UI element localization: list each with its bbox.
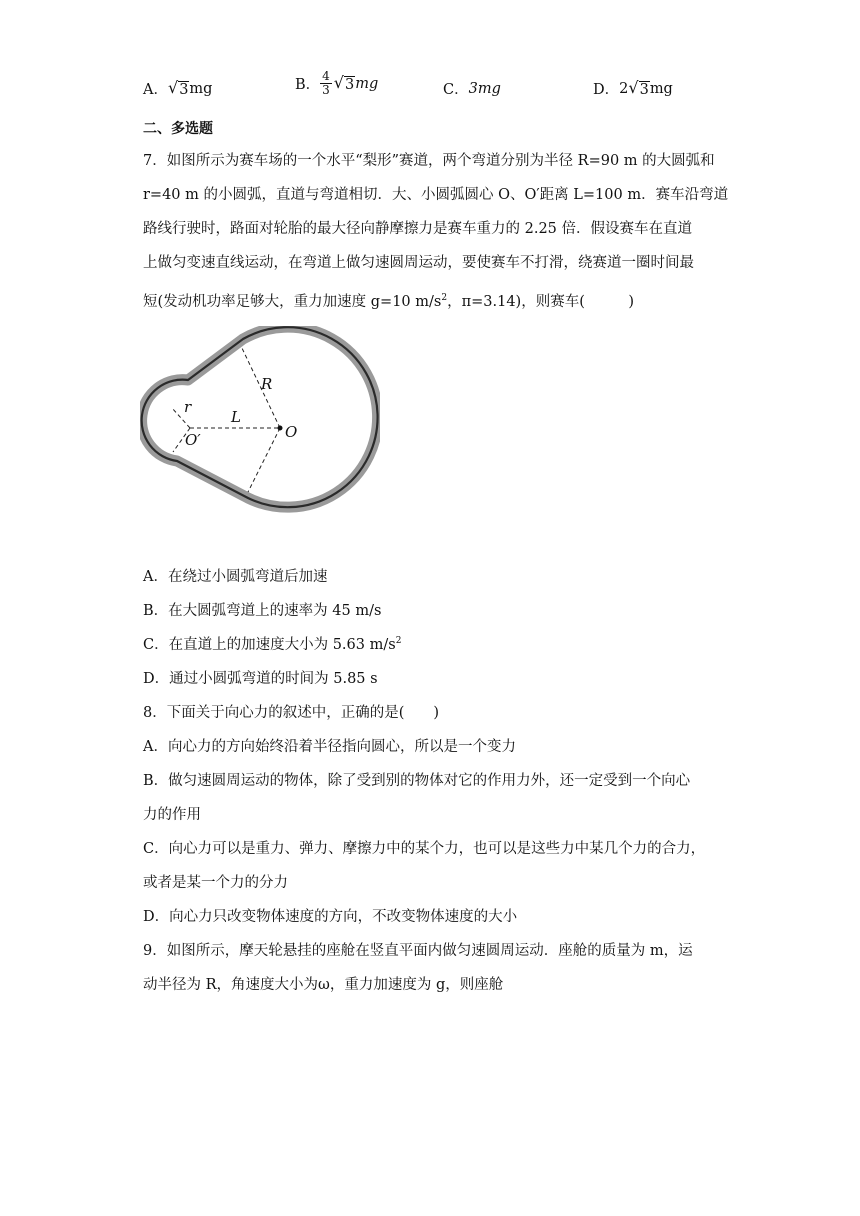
q7-option-d: D．通过小圆弧弯道的时间为 5.85 s <box>143 671 378 687</box>
q8-line-2: B．做匀速圆周运动的物体，除了受到别的物体对它的作用力外，还一定受到一个向心 <box>143 773 691 789</box>
q6-option-a <box>143 78 212 99</box>
text-segment: ，π=3.14)，则赛车( ) <box>447 294 635 310</box>
section-title: 二、多选题 <box>143 121 213 137</box>
center-point-O <box>278 426 283 431</box>
label-R: R <box>261 375 273 393</box>
q7-option-b: B．在大圆弧弯道上的速率为 45 m/s <box>143 603 382 619</box>
radicand: 3 <box>179 82 189 98</box>
q8-stem: 8．下面关于向心力的叙述中，正确的是( ) <box>143 705 440 721</box>
label-O-prime: O′ <box>185 431 201 449</box>
text-segment: 短(发动机功率足够大，重力加速度 g=10 m/s <box>143 294 442 310</box>
label-r: r <box>184 398 192 416</box>
q6-option-b <box>295 70 378 97</box>
sqrt-expression <box>168 79 189 98</box>
label-O: O <box>285 423 298 441</box>
fraction-numerator: 4 <box>322 69 330 83</box>
option-label: D． <box>593 82 620 98</box>
q9-line-1: 9．如图所示，摩天轮悬挂的座舱在竖直平面内做匀速圆周运动．座舱的质量为 m，运 <box>143 943 693 959</box>
superscript: 2 <box>441 293 448 303</box>
option-tail: mg <box>649 80 673 97</box>
q8-line-1: A．向心力的方向始终沿着半径指向圆心，所以是一个变力 <box>143 739 516 755</box>
q9-line-2: 动半径为 R，角速度大小为ω，重力加速度为 g，则座舱 <box>143 977 504 993</box>
q8-line-3: 力的作用 <box>143 807 201 823</box>
q6-option-d <box>593 78 673 99</box>
q8-line-5: 或者是某一个力的分力 <box>143 875 288 891</box>
pear-track-figure <box>140 326 380 516</box>
option-tail: mg <box>355 75 379 92</box>
coefficient: 2 <box>619 80 629 97</box>
radicand: 3 <box>639 82 649 98</box>
q7-line-1: 7．如图所示为赛车场的一个水平“梨形”赛道，两个弯道分别为半径 R=90 m 的大圆弧和 <box>143 153 715 169</box>
radical-sign: √ <box>333 73 344 92</box>
radical-sign: √ <box>628 78 639 97</box>
radical-sign: √ <box>167 78 179 97</box>
text-segment: C．在直道上的加速度大小为 5.63 m/s <box>143 637 396 653</box>
option-label: A． <box>143 82 168 98</box>
fraction-denominator: 3 <box>322 83 330 97</box>
q8-line-6: D．向心力只改变物体速度的方向，不改变物体速度的大小 <box>143 909 518 925</box>
sqrt-expression <box>334 74 355 93</box>
q7-option-a: A．在绕过小圆弧弯道后加速 <box>143 569 328 585</box>
superscript: 2 <box>395 636 402 646</box>
q7-line-4: 上做匀变速直线运动，在弯道上做匀速圆周运动，要使赛车不打滑，绕赛道一圈时间最 <box>143 255 694 271</box>
track-line <box>142 327 378 507</box>
option-label: B． <box>295 77 321 93</box>
label-L: L <box>231 408 241 426</box>
q7-line-3: 路线行驶时，路面对轮胎的最大径向静摩擦力是赛车重力的 2.25 倍．假设赛车在直道 <box>143 221 693 237</box>
option-label: C． <box>443 82 469 98</box>
q7-option-c <box>143 635 401 655</box>
radicand: 3 <box>345 77 355 93</box>
sqrt-expression <box>628 79 649 98</box>
q6-option-c <box>443 78 501 99</box>
q7-line-2: r=40 m 的小圆弧，直道与弯道相切．大、小圆弧圆心 O、O′距离 L=100 m．赛车沿弯道 <box>143 187 729 203</box>
q7-line-5 <box>143 292 634 312</box>
option-text: 3mg <box>468 80 501 97</box>
q8-line-4: C．向心力可以是重力、弹力、摩擦力中的某个力，也可以是这些力中某几个力的合力， <box>143 841 706 857</box>
fraction <box>320 70 332 97</box>
option-tail: mg <box>189 80 213 97</box>
radius-line-lower <box>248 428 280 492</box>
track-outer-band <box>142 327 378 507</box>
